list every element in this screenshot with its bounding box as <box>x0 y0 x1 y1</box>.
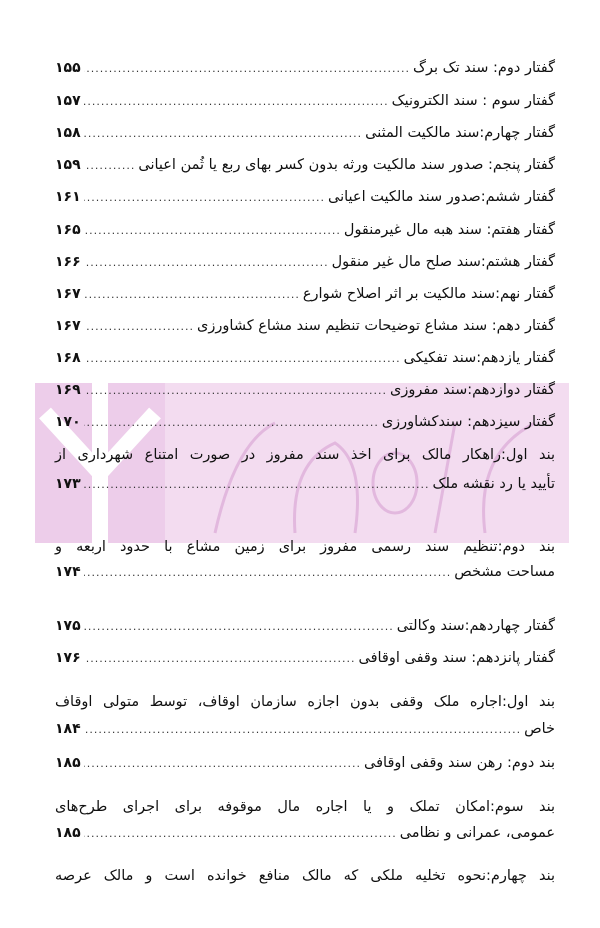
toc-entry[interactable] <box>55 252 555 273</box>
toc-entry-title: گفتار چهاردهم:سند وکالتی <box>396 618 555 634</box>
toc-entry[interactable] <box>55 91 555 112</box>
toc-entry-line: بند سوم:امکان تملک و یا اجاره مال موقوفه برای اجرای طرح‌های <box>55 799 555 815</box>
toc-entry[interactable] <box>55 155 555 176</box>
toc-page-number: ۱۶۷ <box>55 286 81 302</box>
toc-entry-title: گفتار دوازدهم:سند مفروزی <box>390 382 555 398</box>
toc-entry-title: گفتار هفتم: سند هبه مال غیرمنقول <box>343 222 555 238</box>
dot-leader <box>84 617 394 637</box>
toc-page-number: ۱۵۵ <box>55 60 81 76</box>
toc-entry-title: گفتار ششم:صدور سند مالکیت اعیانی <box>328 189 555 205</box>
toc-entry-title: گفتار سوم : سند الکترونیک <box>391 93 555 109</box>
dot-leader <box>84 92 389 112</box>
toc-page-number: ۱۸۴ <box>55 721 81 737</box>
toc-entry[interactable] <box>55 187 555 208</box>
toc-entry-title: گفتار چهارم:سند مالکیت المثنی <box>365 125 555 141</box>
toc-entry[interactable] <box>55 380 555 401</box>
dot-leader <box>84 475 430 495</box>
toc-page-number: ۱۶۵ <box>55 222 81 238</box>
dot-leader <box>84 720 521 740</box>
toc-entry[interactable] <box>55 823 555 844</box>
toc-entry-title: گفتار هشتم:سند صلح مال غیر منقول <box>331 254 555 270</box>
toc-entry[interactable] <box>55 412 555 433</box>
toc-entry-title: عمومی، عمرانی و نظامی <box>399 825 555 841</box>
toc-entry-title: تأیید یا رد نقشه ملک <box>432 476 555 492</box>
toc-entry[interactable] <box>55 648 555 669</box>
toc-page-number: ۱۶۱ <box>55 189 81 205</box>
toc-page-number: ۱۷۳ <box>55 476 81 492</box>
toc-entry-title: گفتار نهم:سند مالکیت بر اثر اصلاح شوارع <box>302 286 555 302</box>
dot-leader <box>84 285 300 305</box>
dot-leader <box>84 413 379 433</box>
toc-page-number: ۱۸۵ <box>55 825 81 841</box>
dot-leader <box>84 824 397 844</box>
toc-entry[interactable] <box>55 58 555 79</box>
toc-entry[interactable] <box>55 316 555 337</box>
toc-entry-title: گفتار دوم: سند تک برگ <box>413 60 555 76</box>
toc-entry[interactable] <box>55 474 555 495</box>
dot-leader <box>84 317 194 337</box>
toc-entry[interactable] <box>55 348 555 369</box>
toc-page-number: ۱۶۶ <box>55 254 81 270</box>
toc-entry-title: گفتار سیزدهم: سندکشاورزی <box>381 414 555 430</box>
toc-page-number: ۱۵۷ <box>55 93 81 109</box>
dot-leader <box>84 188 325 208</box>
toc-entry[interactable] <box>55 284 555 305</box>
toc-entry-line: بند اول:اجاره ملک وقفی بدون اجازه سازمان اوقاف، توسط متولی اوقاف <box>55 694 555 710</box>
dot-leader <box>84 563 452 583</box>
dot-leader <box>84 754 361 774</box>
toc-entry[interactable] <box>55 562 555 583</box>
dot-leader <box>84 253 329 273</box>
toc-entry-title: گفتار یازدهم:سند تفکیکی <box>403 350 555 366</box>
dot-leader <box>84 156 136 176</box>
dot-leader <box>84 649 356 669</box>
toc-entry-line: بند دوم:تنظیم سند رسمی مفروز برای زمین مشاع با حدود اربعه و <box>55 539 555 555</box>
dot-leader <box>84 349 401 369</box>
toc-page-number: ۱۷۶ <box>55 650 81 666</box>
toc-entry-title: بند دوم: رهن سند وقفی اوقافی <box>364 755 555 771</box>
toc-page-number: ۱۷۴ <box>55 564 81 580</box>
dot-leader <box>84 381 387 401</box>
toc-page-number: ۱۵۸ <box>55 125 81 141</box>
toc-entry-title: مساحت مشخص <box>454 564 555 580</box>
toc-page-number: ۱۵۹ <box>55 157 81 173</box>
toc-page-number: ۱۷۵ <box>55 618 81 634</box>
toc-entry-title: گفتار پانزدهم: سند وقفی اوقافی <box>358 650 555 666</box>
toc-entry-line: بند اول:راهکار مالک برای اخذ سند مفروز در صورت امتناع شهرداری از <box>55 447 555 463</box>
toc-entry-title: گفتار دهم: سند مشاع توضیحات تنظیم سند مشاع کشاورزی <box>197 318 555 334</box>
toc-page-number: ۱۸۵ <box>55 755 81 771</box>
toc-entry[interactable] <box>55 123 555 144</box>
toc-page-number: ۱۶۷ <box>55 318 81 334</box>
toc-entry[interactable] <box>55 220 555 241</box>
toc-page-number: ۱۷۰ <box>55 414 81 430</box>
toc-entry-line: بند چهارم:نحوه تخلیه ملکی که مالک منافع خوانده است و مالک عرصه <box>55 868 555 884</box>
toc-page-number: ۱۶۸ <box>55 350 81 366</box>
toc-entry[interactable] <box>55 719 555 740</box>
toc-entry-title: گفتار پنجم: صدور سند مالکیت ورثه بدون کسر بهای ربع یا ثُمن اعیانی <box>138 157 555 173</box>
dot-leader <box>84 221 341 241</box>
dot-leader <box>84 124 363 144</box>
toc-entry[interactable] <box>55 753 555 774</box>
toc-entry-title: خاص <box>524 721 555 737</box>
toc-page-number: ۱۶۹ <box>55 382 81 398</box>
toc-entry[interactable] <box>55 616 555 637</box>
dot-leader <box>84 59 410 79</box>
